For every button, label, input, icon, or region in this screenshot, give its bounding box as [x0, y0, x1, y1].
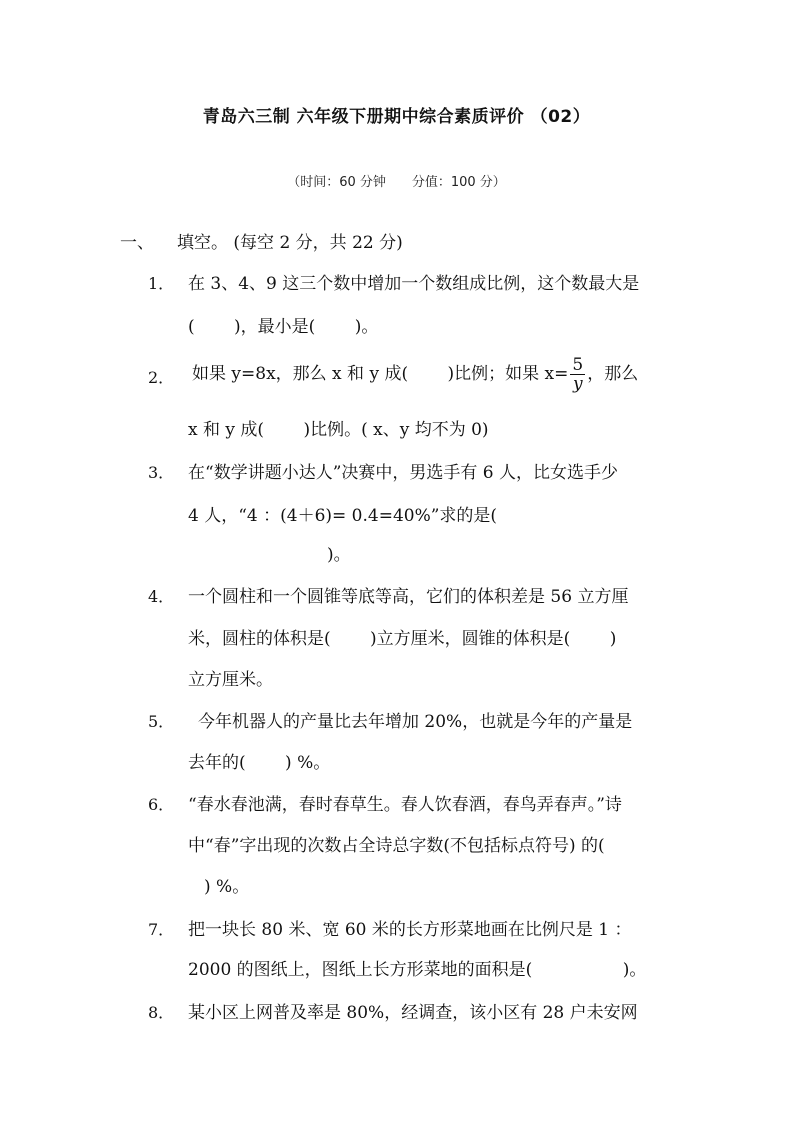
question-1-number: 1． [148, 274, 175, 293]
question-6-line-3: ) %。 [204, 877, 250, 897]
question-2-text-b: ，那么 [587, 364, 639, 384]
question-3-number: 3． [148, 463, 175, 482]
page-title: 青岛六三制 六年级下册期中综合素质评价 （02） [202, 107, 591, 127]
question-5-number: 5． [148, 712, 175, 731]
question-7-line-2: 2000 的图纸上，图纸上长方形菜地的面积是( )。 [188, 960, 647, 980]
question-6-line-2: 中“春”字出现的次数占全诗总字数(不包括标点符号) 的( [188, 836, 605, 856]
exam-info: （时间：60 分钟 分值：100 分） [287, 175, 506, 190]
question-8-line-1: 某小区上网普及率是 80%，经调查，该小区有 28 户未安网 [188, 1003, 638, 1023]
question-2-line-1 [192, 356, 638, 393]
question-6-line-1: “春水春池满，春时春草生。春人饮春酒，春鸟弄春声。”诗 [188, 795, 622, 815]
question-7-line-1: 把一块长 80 米、宽 60 米的长方形菜地画在比例尺是 1 ： [188, 920, 632, 940]
question-3-line-1: 在“数学讲题小达人”决赛中，男选手有 6 人，比女选手少 [188, 463, 619, 483]
question-3-line-2: 4 人，“4 ：(4＋6)= 0.4=40%”求的是( [188, 506, 498, 526]
question-5-line-1: 今年机器人的产量比去年增加 20%，也就是今年的产量是 [198, 712, 633, 732]
question-7-number: 7． [148, 920, 175, 939]
question-6-number: 6． [148, 795, 175, 814]
section-number: 一、 [120, 233, 154, 253]
question-2-text-a: 如果 y=8x，那么 x 和 y 成( )比例；如果 x= [192, 364, 569, 384]
question-1-line-1: 在 3、4、9 这三个数中增加一个数组成比例，这个数最大是 [188, 274, 640, 294]
question-8-number: 8． [148, 1003, 175, 1022]
question-2-number: 2． [148, 368, 175, 387]
fraction [570, 356, 585, 393]
question-2-line-2: x 和 y 成( )比例。( x、y 均不为 0) [188, 420, 489, 440]
fraction-numerator: 5 [572, 355, 584, 375]
question-4-number: 4． [148, 587, 175, 606]
question-4-line-3: 立方厘米。 [188, 670, 273, 690]
question-1-line-2: ( )，最小是( )。 [188, 317, 379, 337]
question-3-line-3: )。 [327, 545, 351, 565]
question-4-line-1: 一个圆柱和一个圆锥等底等高，它们的体积差是 56 立方厘 [188, 587, 629, 607]
section-heading: 填空。 (每空 2 分，共 22 分) [177, 233, 403, 253]
fraction-denominator: y [572, 374, 583, 394]
question-5-line-2: 去年的( ) %。 [188, 753, 331, 773]
question-4-line-2: 米，圆柱的体积是( )立方厘米，圆锥的体积是( ) [188, 629, 617, 649]
